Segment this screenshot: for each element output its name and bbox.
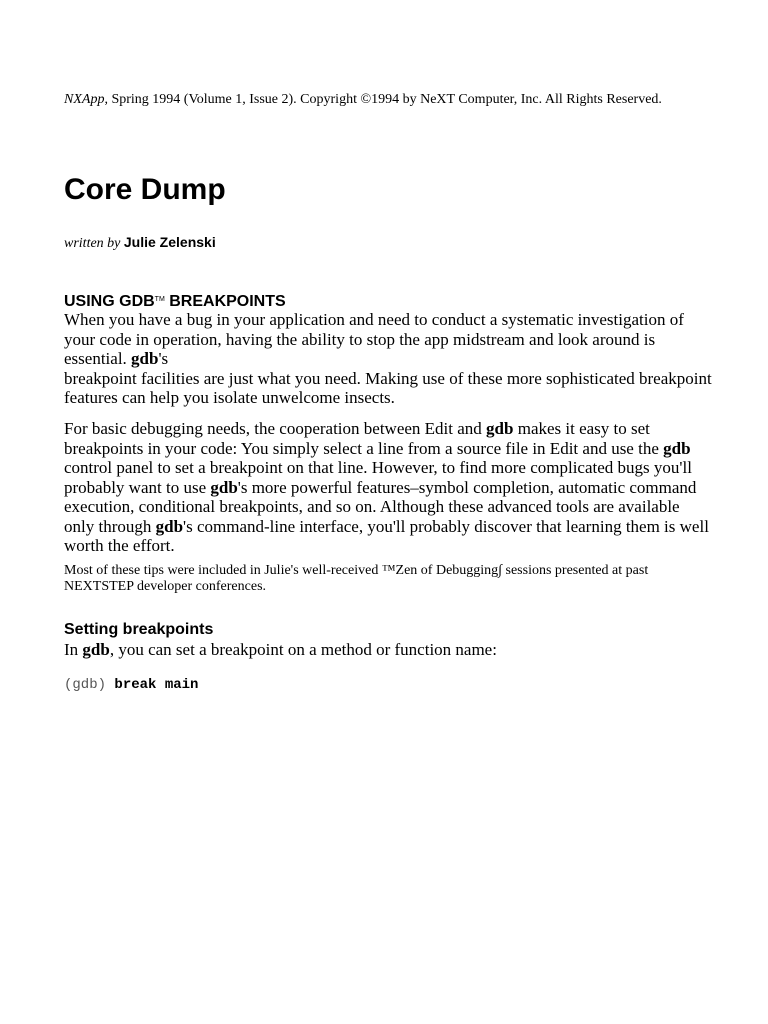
paragraph-setting-breakpoints [64,640,714,660]
gdb-term: gdb [82,640,110,659]
paragraph-text: breakpoint facilities are just what you need. Making use of these more sophisticated breakpoint features can help you isolate unwelcome insects. [64,368,712,407]
masthead [64,92,714,108]
document-page [64,92,714,693]
code-example [64,676,198,694]
code-prompt: (gdb) [64,677,107,693]
author-name: Julie Zelenski [123,234,216,250]
byline [64,233,216,253]
gdb-term: gdb [663,438,691,458]
paragraph-text: For basic debugging needs, the cooperation between Edit and [64,419,487,438]
section-heading [64,290,286,312]
paragraph-text: 's [158,349,169,368]
gdb-term: gdb [155,516,184,536]
paragraph-text: makes it easy to set breakpoints in your code: You simply select a line from a source file in Edit and use the [64,419,664,458]
gdb-term: gdb [210,477,238,497]
article-title: Core Dump [64,173,226,206]
footnote: Most of these tips were included in Julie's well-received ™Zen of Debugging∫ sessions presented at past NEXTSTEP developer conferences. [64,563,649,594]
publication-name: NXApp [64,92,105,107]
paragraph-text: 's command-line interface, you'll probably discover that learning them is well worth the effort. [64,516,709,555]
paragraph-intro [64,310,714,408]
trademark-mark: TM [154,296,165,303]
code-command: break main [114,677,199,693]
paragraph-basic-debugging [64,419,714,556]
issue-copyright: , Spring 1994 (Volume 1, Issue 2). Copyright ©1994 by NeXT Computer, Inc. All Rights Reserved. [104,92,662,107]
section-heading-post: BREAKPOINTS [164,293,286,310]
subsection-heading: Setting breakpoints [64,621,214,638]
section-heading-pre: USING GDB [64,293,155,310]
paragraph-text: When you have a bug in your application and need to conduct a systematic investigation of your code in operation, having the ability to stop the app midstream and look around is essential. [64,310,684,368]
gdb-term: gdb [486,419,514,438]
byline-prefix: written by [64,236,121,251]
gdb-term: gdb [131,349,159,368]
paragraph-text: 's more powerful features–symbol completion, automatic command execution, conditional breakpoints, and so on. Although these advanced tools are available only through [64,477,697,536]
paragraph-text: , you can set a breakpoint on a method or function name: [109,640,497,659]
paragraph-text: In [64,640,83,659]
paragraph-text: control panel to set a breakpoint on that line. However, to find more complicated bugs you'll probably want to use [64,458,692,497]
